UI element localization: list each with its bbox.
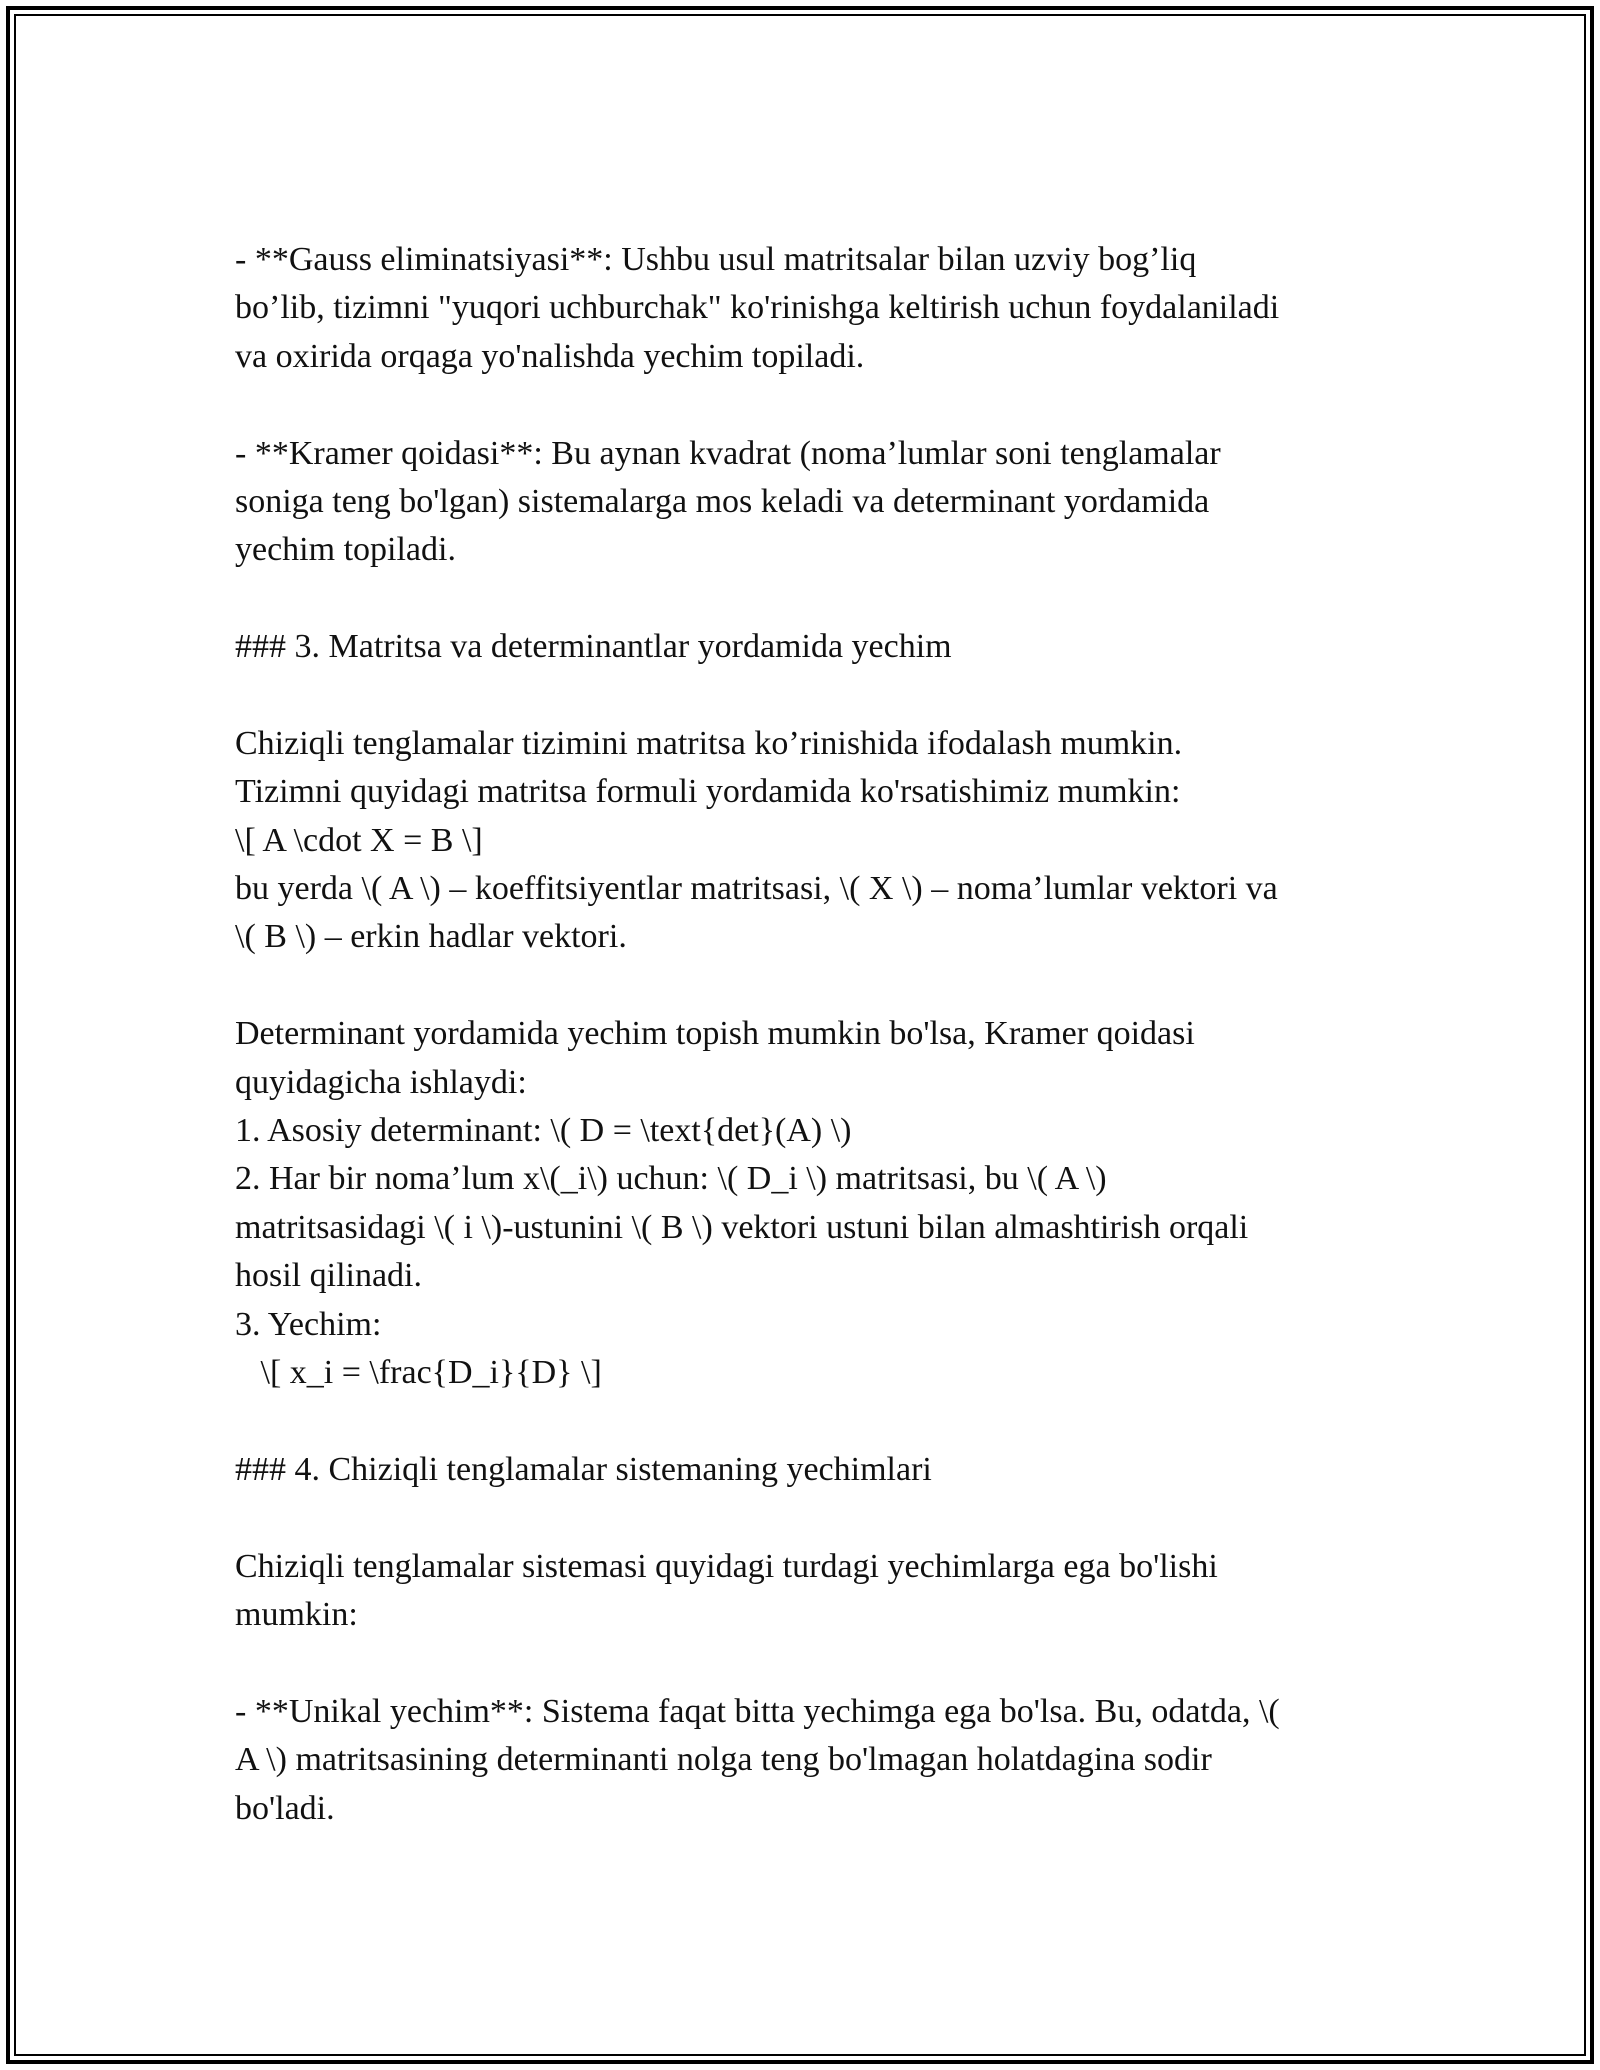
text-line: A \) matritsasining determinanti nolga teng bo'lmagan holatdagina sodir — [235, 1741, 1212, 1779]
text-line: - **Unikal yechim**: Sistema faqat bitta yechimga ega bo'lsa. Bu, odatda, \( — [235, 1692, 1280, 1730]
blank-line — [235, 381, 1395, 429]
blank-line — [235, 1397, 1395, 1445]
text-line: quyidagicha ishlaydi: — [235, 1063, 527, 1101]
list-item: 2. Har bir noma’lum x\(_i\) uchun: \( D_i \) matritsasi, bu \( A \) — [235, 1160, 1107, 1198]
list-item: 3. Yechim: — [235, 1305, 382, 1343]
text-line: bo'ladi. — [235, 1789, 335, 1827]
list-item: 1. Asosiy determinant: \( D = \text{det}(A) \) — [235, 1112, 852, 1150]
text-line: \( B \) – erkin hadlar vektori. — [235, 918, 627, 956]
text-line: soniga teng bo'lgan) sistemalarga mos keladi va determinant yordamida — [235, 482, 1210, 520]
blank-line — [235, 672, 1395, 720]
section-heading: ### 3. Matritsa va determinantlar yordamida yechim — [235, 628, 952, 666]
text-line: matritsasidagi \( i \)-ustunini \( B \) vektori ustuni bilan almashtirish orqali — [235, 1208, 1249, 1246]
text-line: mumkin: — [235, 1595, 358, 1633]
text-line: - **Gauss eliminatsiyasi**: Ushbu usul matritsalar bilan uzviy bog’liq — [235, 241, 1197, 278]
text-line: va oxirida orqaga yo'nalishda yechim topiladi. — [235, 337, 865, 375]
text-line: yechim topiladi. — [235, 531, 456, 569]
blank-line — [235, 1639, 1395, 1687]
text-line: - **Kramer qoidasi**: Bu aynan kvadrat (noma’lumlar soni tenglamalar — [235, 434, 1221, 472]
blank-line — [235, 1494, 1395, 1542]
formula-line: \[ x_i = \frac{D_i}{D} \] — [235, 1353, 602, 1391]
text-line: bo’lib, tizimni "yuqori uchburchak" ko'rinishga keltirish uchun foydalaniladi — [235, 289, 1280, 327]
text-line: bu yerda \( A \) – koeffitsiyentlar matritsasi, \( X \) – noma’lumlar vektori va — [235, 870, 1278, 908]
text-line: Determinant yordamida yechim topish mumkin bo'lsa, Kramer qoidasi — [235, 1015, 1195, 1053]
blank-line — [235, 962, 1395, 1010]
document-body — [235, 236, 1395, 1833]
text-line: Tizimni quyidagi matritsa formuli yordamida ko'rsatishimiz mumkin: — [235, 773, 1181, 811]
formula-line: \[ A \cdot X = B \] — [235, 821, 483, 859]
blank-line — [235, 575, 1395, 623]
text-line: Chiziqli tenglamalar tizimini matritsa ko’rinishida ifodalash mumkin. — [235, 724, 1183, 762]
text-line: Chiziqli tenglamalar sistemasi quyidagi turdagi yechimlarga ega bo'lishi — [235, 1547, 1218, 1585]
section-heading: ### 4. Chiziqli tenglamalar sistemaning yechimlari — [235, 1450, 932, 1488]
text-line: hosil qilinadi. — [235, 1257, 422, 1295]
